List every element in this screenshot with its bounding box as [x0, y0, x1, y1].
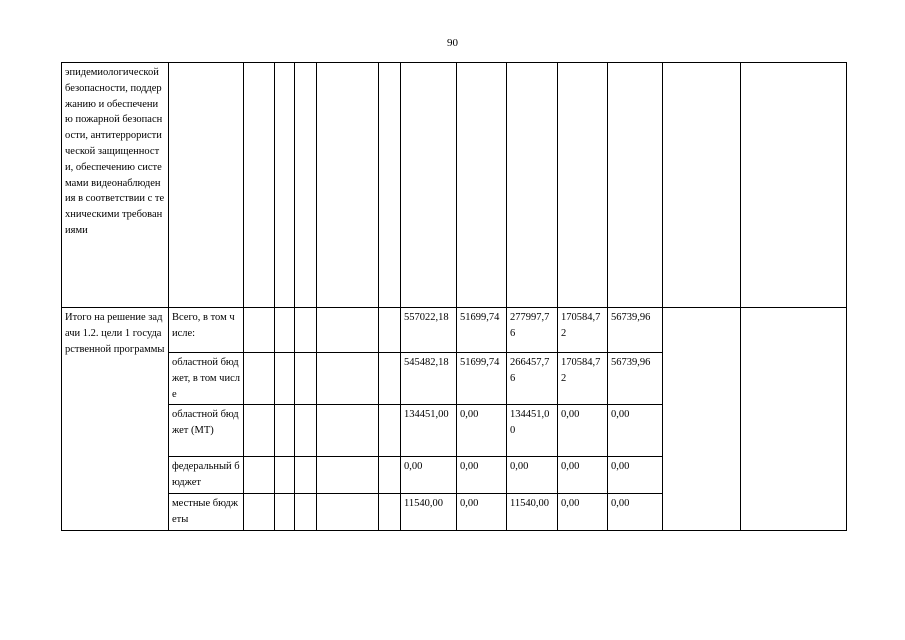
year4-cell: 0,00: [608, 405, 663, 457]
year3-cell: 0,00: [558, 493, 608, 530]
total-cell: 134451,00: [401, 405, 457, 457]
year4-cell: 0,00: [608, 457, 663, 494]
year1-cell: 0,00: [457, 405, 507, 457]
total-label: Итого на решение задачи 1.2. цели 1 государственной программы: [62, 308, 169, 531]
year1-cell: 51699,74: [457, 353, 507, 405]
year1-cell: 0,00: [457, 493, 507, 530]
year4-cell: 56739,96: [608, 353, 663, 405]
year2-cell: 277997,76: [507, 308, 558, 353]
source-cell: областной бюджет (МТ): [169, 405, 244, 457]
year4-cell: 0,00: [608, 493, 663, 530]
total-cell: 545482,18: [401, 353, 457, 405]
year2-cell: 11540,00: [507, 493, 558, 530]
year3-cell: 170584,72: [558, 308, 608, 353]
description-row: [62, 63, 847, 308]
year3-cell: 0,00: [558, 405, 608, 457]
total-cell: 11540,00: [401, 493, 457, 530]
year1-cell: 51699,74: [457, 308, 507, 353]
source-cell: Всего, в том числе:: [169, 308, 244, 353]
year4-cell: 56739,96: [608, 308, 663, 353]
year3-cell: 170584,72: [558, 353, 608, 405]
total-cell: 0,00: [401, 457, 457, 494]
year2-cell: 0,00: [507, 457, 558, 494]
table-row: [62, 308, 847, 353]
year1-cell: 0,00: [457, 457, 507, 494]
description-cell: эпидемиологической безопасности, поддержанию и обеспечению пожарной безопасности, антитеррористической защищенности, обеспечению системами видеонаблюдения в соответствии с техническими требованиями: [62, 63, 169, 308]
year2-cell: 134451,00: [507, 405, 558, 457]
source-cell: областной бюджет, в том числе: [169, 353, 244, 405]
source-cell: местные бюджеты: [169, 493, 244, 530]
total-cell: 557022,18: [401, 308, 457, 353]
page-number: 90: [447, 37, 458, 49]
source-cell: федеральный бюджет: [169, 457, 244, 494]
year3-cell: 0,00: [558, 457, 608, 494]
year2-cell: 266457,76: [507, 353, 558, 405]
budget-table: [61, 62, 847, 531]
